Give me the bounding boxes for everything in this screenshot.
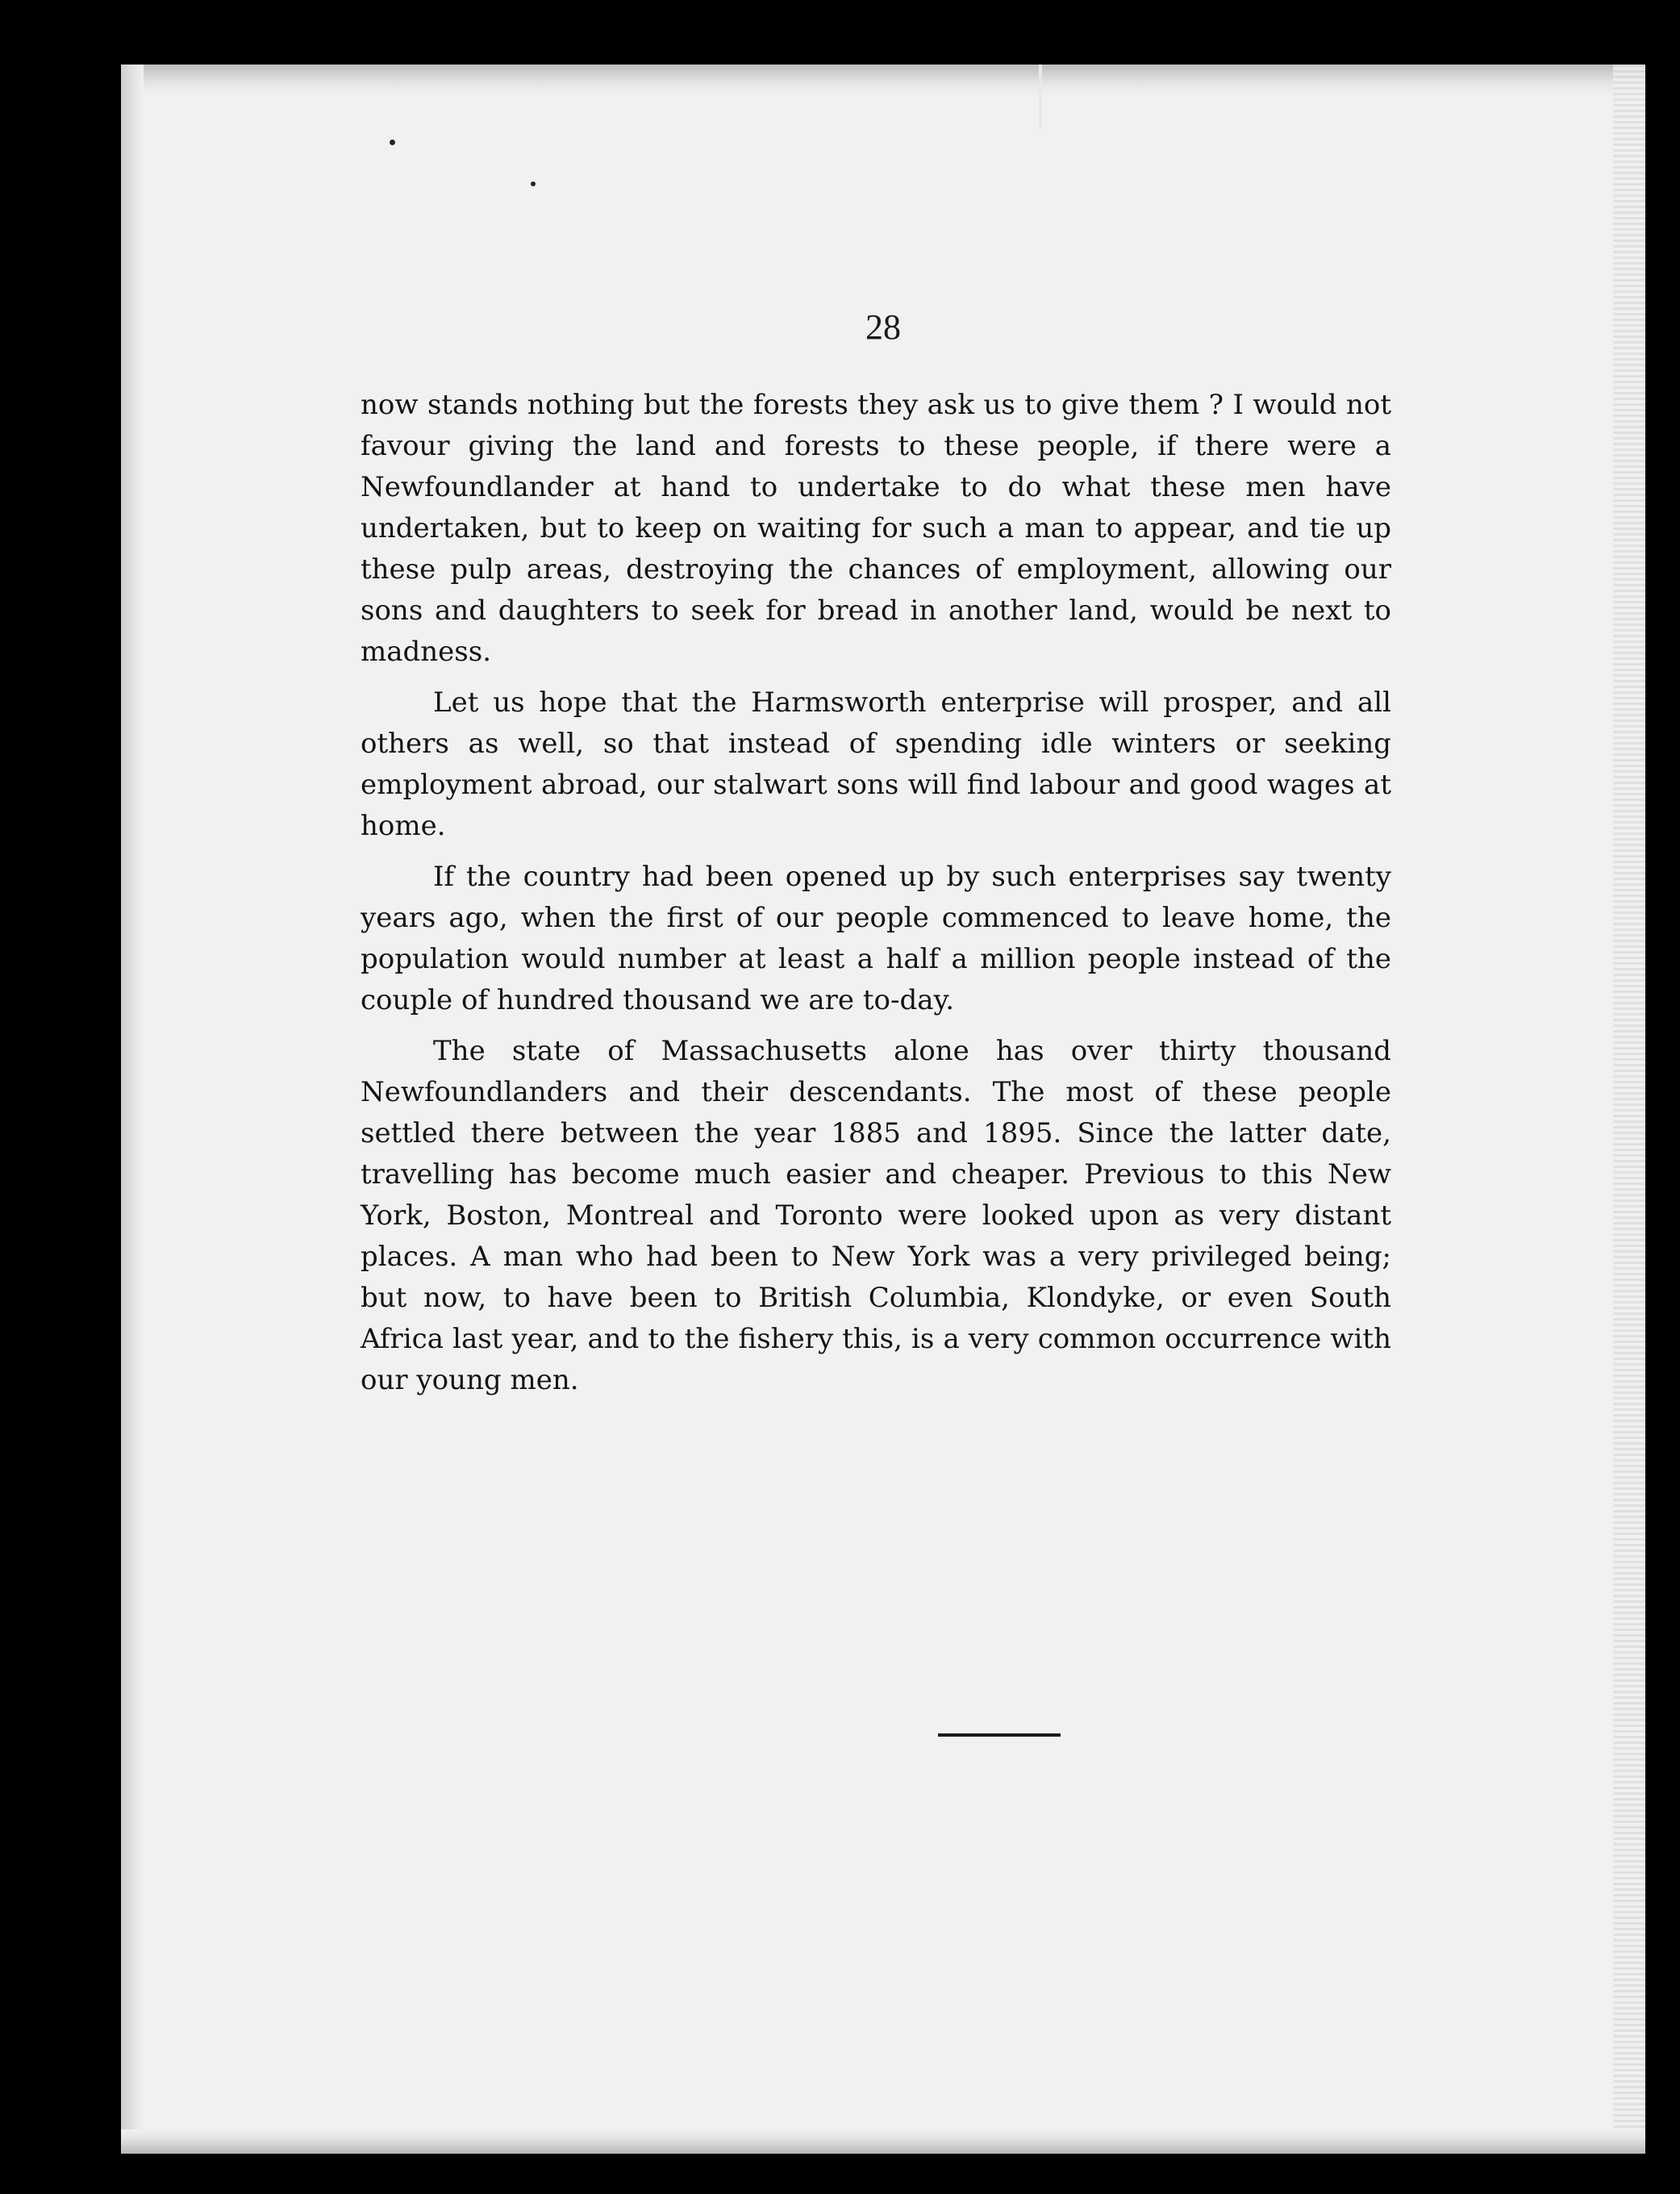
- paragraph-1: now stands nothing but the forests they ask us to give them ? I would not favour giving the land and forests to these people, if there were a Newfoundlander at hand to undertake to do what these men have undertaken, but to keep on waiting for such a man to appear, and tie up these pulp areas, destroying the chances of employment, allowing our sons and daughters to seek for bread in another land, would be next to madness.: [361, 389, 1391, 668]
- paragraph-2: Let us hope that the Harmsworth enterprise will prosper, and all others as well, so that instead of spending idle winters or seeking employment abroad, our stalwart sons will find labour and good wages at home.: [361, 686, 1391, 842]
- scan-edge-left: [121, 65, 144, 2154]
- scan-speck: [390, 140, 395, 145]
- body-text: [361, 385, 1391, 1411]
- page-number: 28: [865, 307, 901, 347]
- scan-edge-right: [1613, 65, 1645, 2154]
- scan-edge-bottom: [121, 2129, 1645, 2154]
- scan-edge-top: [121, 65, 1645, 97]
- paragraph-4: The state of Massachusetts alone has over thirty thousand Newfoundlanders and their descendants. The most of these people settled there between the year 1885 and 1895. Since the latter date, travelling has become much easier and cheaper. Previous to this New York, Boston, Montreal and Toronto were looked upon as very distant places. A man who had been to New York was a very privileged being; but now, to have been to British Columbia, Klondyke, or even South Africa last year, and to the fishery this, is a very common occurrence with our young men.: [361, 1035, 1391, 1396]
- scan-speck: [531, 181, 536, 186]
- paper-crease: [1039, 65, 1042, 129]
- end-rule: [938, 1733, 1061, 1737]
- paragraph-3: If the country had been opened up by such enterprises say twenty years ago, when the first of our people commenced to leave home, the population would number at least a half a million people instead of the couple of hundred thousand we are to-day.: [361, 861, 1391, 1016]
